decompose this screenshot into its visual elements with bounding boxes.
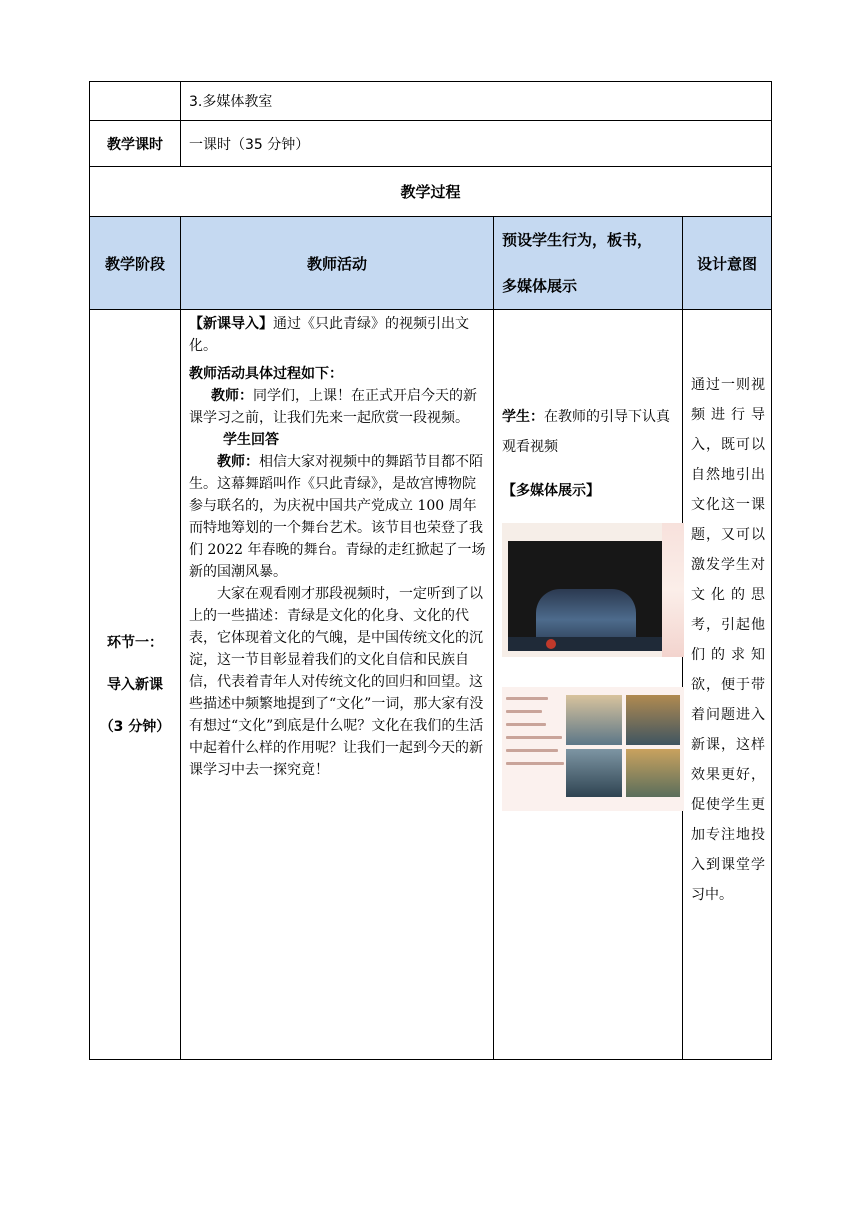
painting-thumb-4 <box>626 749 680 797</box>
classroom-value: 3.多媒体教室 <box>181 82 772 121</box>
lesson-hours-label: 教学课时 <box>90 121 181 167</box>
stage-one-row <box>90 310 772 1060</box>
process-heading: 教师活动具体过程如下： <box>189 366 343 382</box>
media-title: 【多媒体展示】 <box>502 483 600 499</box>
teacher-line-2 <box>189 451 486 583</box>
stage-line2: 导入新课 <box>107 676 163 693</box>
process-title-row <box>90 167 772 217</box>
teacher-line-1 <box>189 385 486 429</box>
header-student <box>494 217 683 310</box>
stage-floor <box>508 637 670 651</box>
header-intent: 设计意图 <box>683 217 772 310</box>
intro-text: 通过《只此青绿》的视频引出文化。 <box>189 316 469 354</box>
painting-thumb-1 <box>566 695 622 745</box>
teacher-text-1: 同学们，上课！在正式开启今天的新课学习之前，让我们先来一起欣赏一段视频。 <box>189 388 477 426</box>
student-label: 学生： <box>502 409 544 425</box>
painting-thumb-3 <box>566 749 622 797</box>
header-stage: 教学阶段 <box>90 217 181 310</box>
student-answer: 学生回答 <box>223 432 279 448</box>
header-teacher: 教师活动 <box>181 217 494 310</box>
header-student-line1: 预设学生行为，板书， <box>502 231 653 249</box>
student-text: 在教师的引导下认真观看视频 <box>502 409 670 455</box>
teacher-line-3: 大家在观看刚才那段视频时，一定听到了以上的一些描述：青绿是文化的化身、文化的代表，它体现着文化的气魄，是中国传统文化的沉淀，这一节目彰显着我们的文化自信和民族自信，代表着青年人对传统文化的回归和回望。这些描述中频繁地提到了“文化”一词，那大家有没有想过“文化”到底是什么呢？文化在我们的生活中起着什么样的作用呢？让我们一起到今天的新课学习中去一探究竟！ <box>189 586 484 778</box>
student-behavior-cell <box>494 310 683 1060</box>
teacher-text-2: 相信大家对视频中的舞蹈节目都不陌生。这幕舞蹈叫作《只此青绿》，是故宫博物院参与联名的，为庆祝中国共产党成立 100 周年而特地筹划的一个舞台艺术。该节目也荣登了我们 2022 年春晚的舞台。青绿的走红掀起了一场新的国潮风暴。 <box>189 454 486 580</box>
video-screenshot-image <box>502 523 684 657</box>
intro-paragraph <box>189 313 486 357</box>
header-student-line2: 多媒体展示 <box>502 277 578 295</box>
student-behavior <box>502 402 676 462</box>
intro-bold: 【新课导入】 <box>189 316 273 332</box>
logo-badge-icon <box>546 639 556 649</box>
design-intent-cell: 通过一则视频进行导入，既可以自然地引出文化这一课题，又可以激发学生对文化的思考，引起他们的求知欲，便于带着问题进入新课，这样效果更好，促使学生更加专注地投入到课堂学习中。 <box>683 310 772 1060</box>
stage-cell <box>90 310 181 1060</box>
lesson-hours-value: 一课时（35 分钟） <box>181 121 772 167</box>
stage-line1: 环节一： <box>107 634 163 651</box>
stage-line3: （3 分钟） <box>99 718 171 735</box>
empty-cell <box>90 82 181 121</box>
slide-text-lines <box>506 697 564 775</box>
classroom-row <box>90 82 772 121</box>
painting-thumb-2 <box>626 695 680 745</box>
culture-collage-image <box>502 687 684 811</box>
header-row <box>90 217 772 310</box>
video-screen <box>508 541 670 651</box>
process-title: 教学过程 <box>90 167 772 217</box>
lesson-plan-table <box>89 81 772 1060</box>
teacher-label-2: 教师： <box>217 454 259 470</box>
teacher-label-1: 教师： <box>211 388 253 404</box>
teacher-activity-cell <box>181 310 494 1060</box>
flower-decoration <box>662 523 684 657</box>
lesson-hours-row <box>90 121 772 167</box>
